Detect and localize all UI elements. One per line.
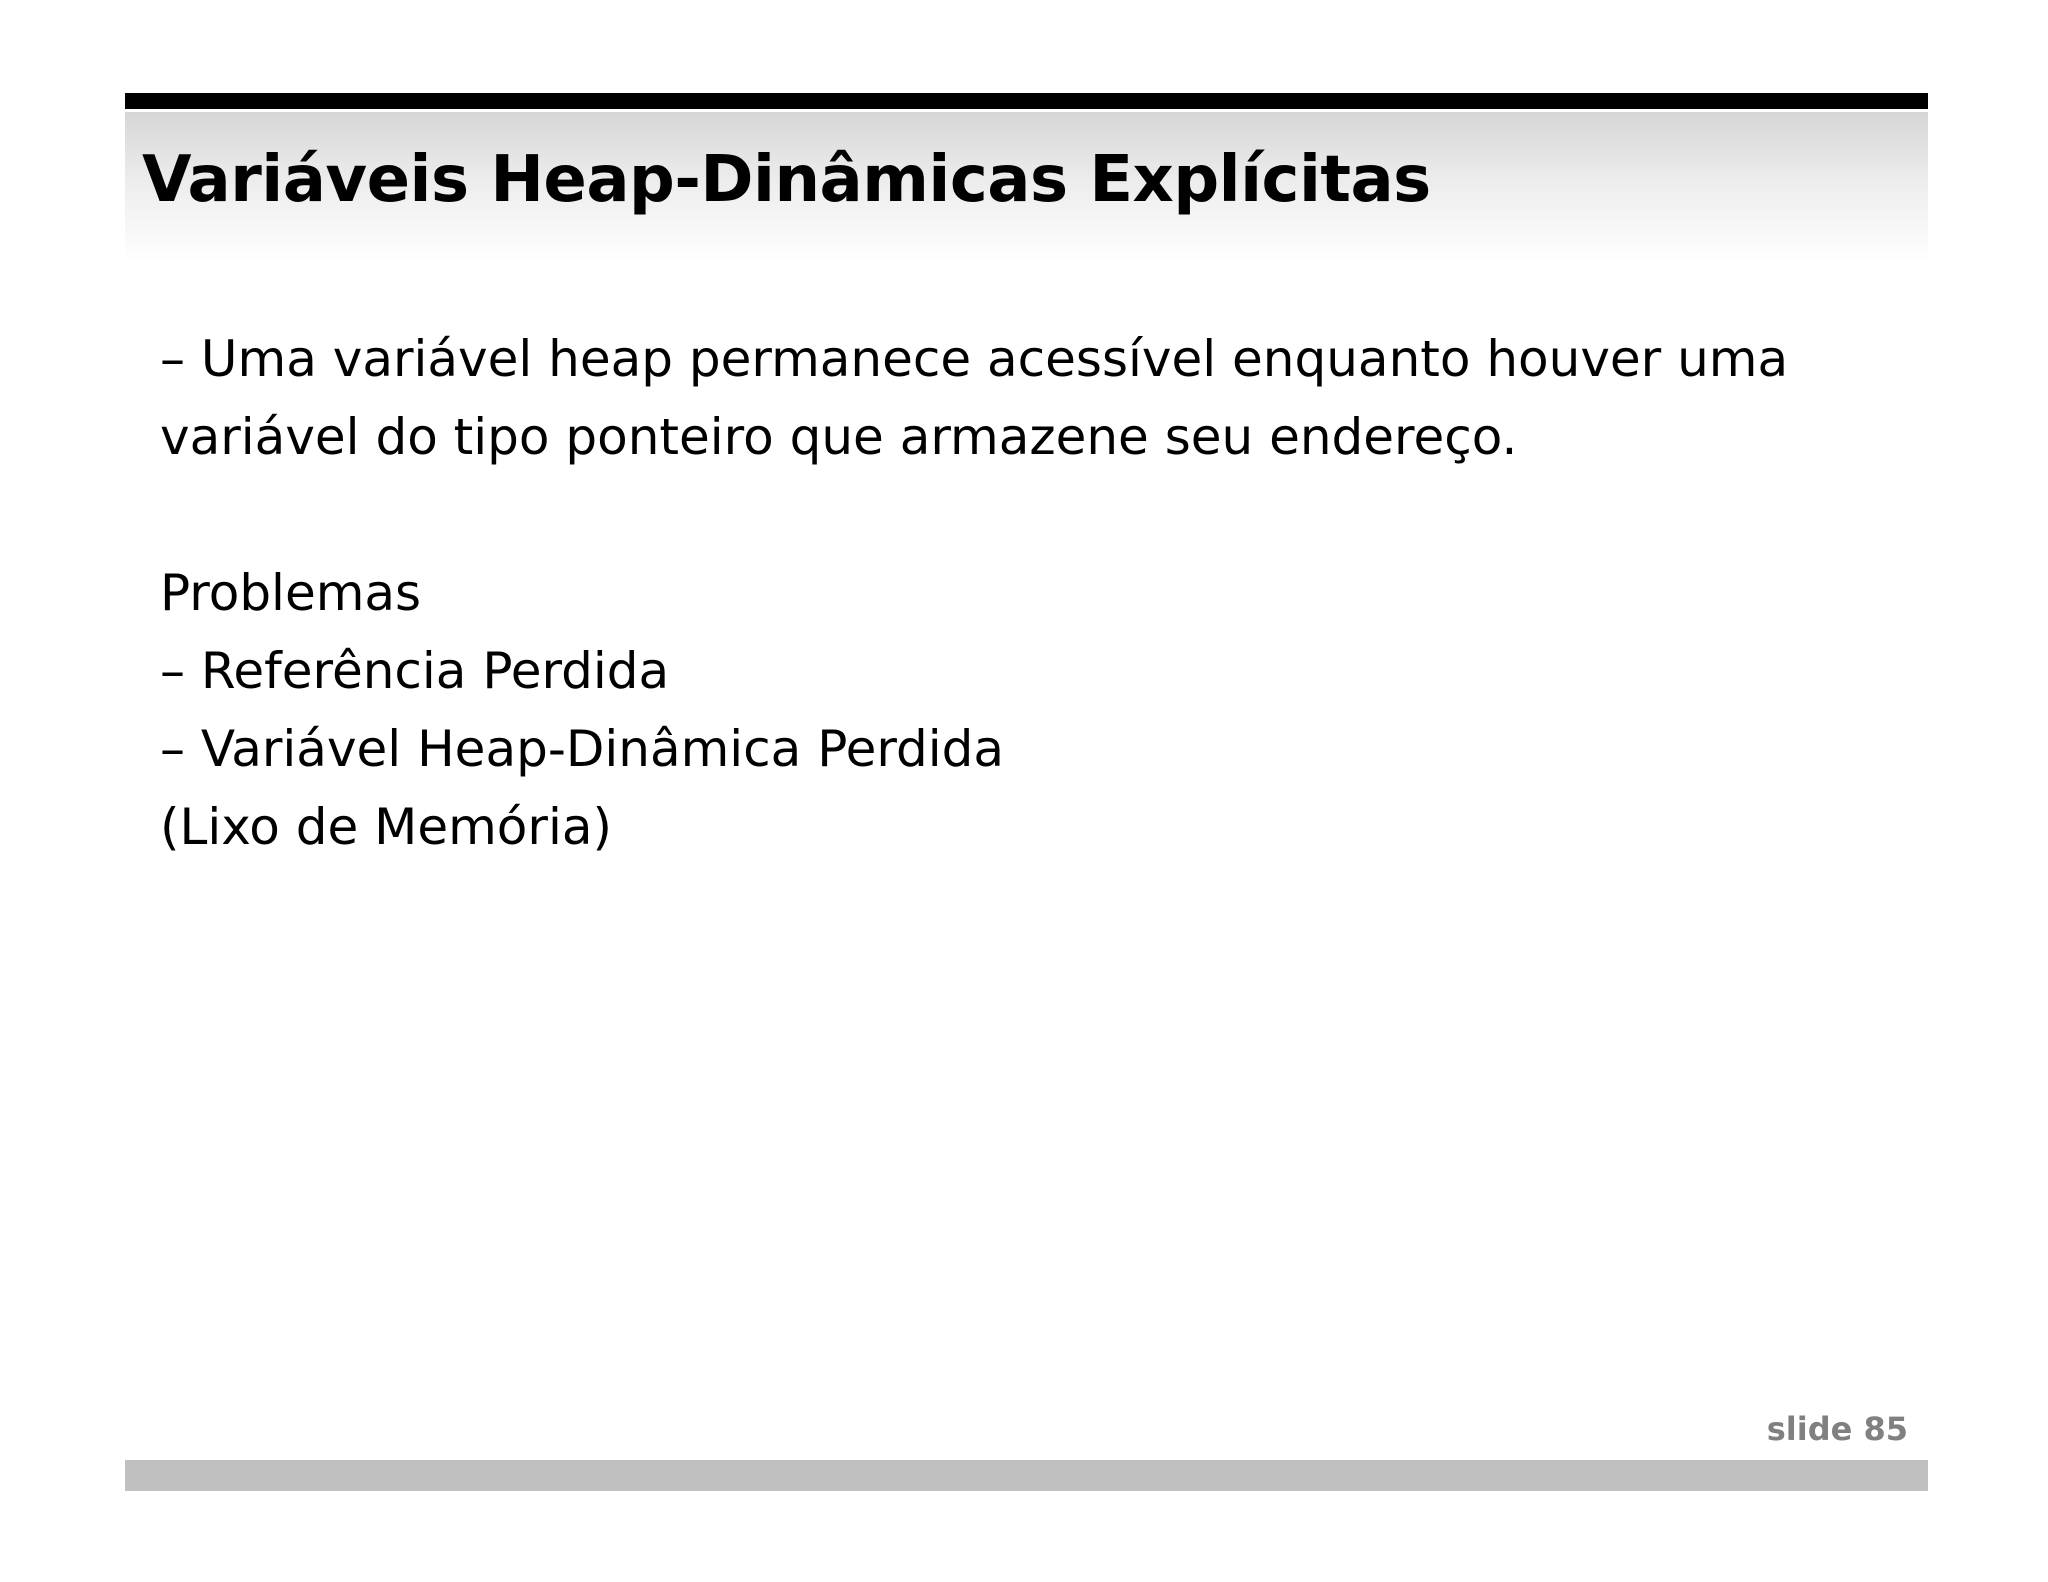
- slide-number: slide 85: [1766, 1410, 1908, 1448]
- body-line: variável do tipo ponteiro que armazene seu endereço.: [160, 408, 1518, 466]
- top-rule: [125, 93, 1928, 109]
- bottom-bar: [125, 1460, 1928, 1491]
- blank-line: [160, 476, 1880, 554]
- slide-title: Variáveis Heap-Dinâmicas Explícitas: [142, 143, 1431, 217]
- body-line: – Variável Heap-Dinâmica Perdida: [160, 720, 1005, 778]
- body-line: Problemas: [160, 564, 422, 622]
- slide-body: [160, 320, 1880, 866]
- body-line: – Referência Perdida: [160, 642, 670, 700]
- body-line: – Uma variável heap permanece acessível enquanto houver uma: [160, 330, 1789, 388]
- body-line: (Lixo de Memória): [160, 798, 612, 856]
